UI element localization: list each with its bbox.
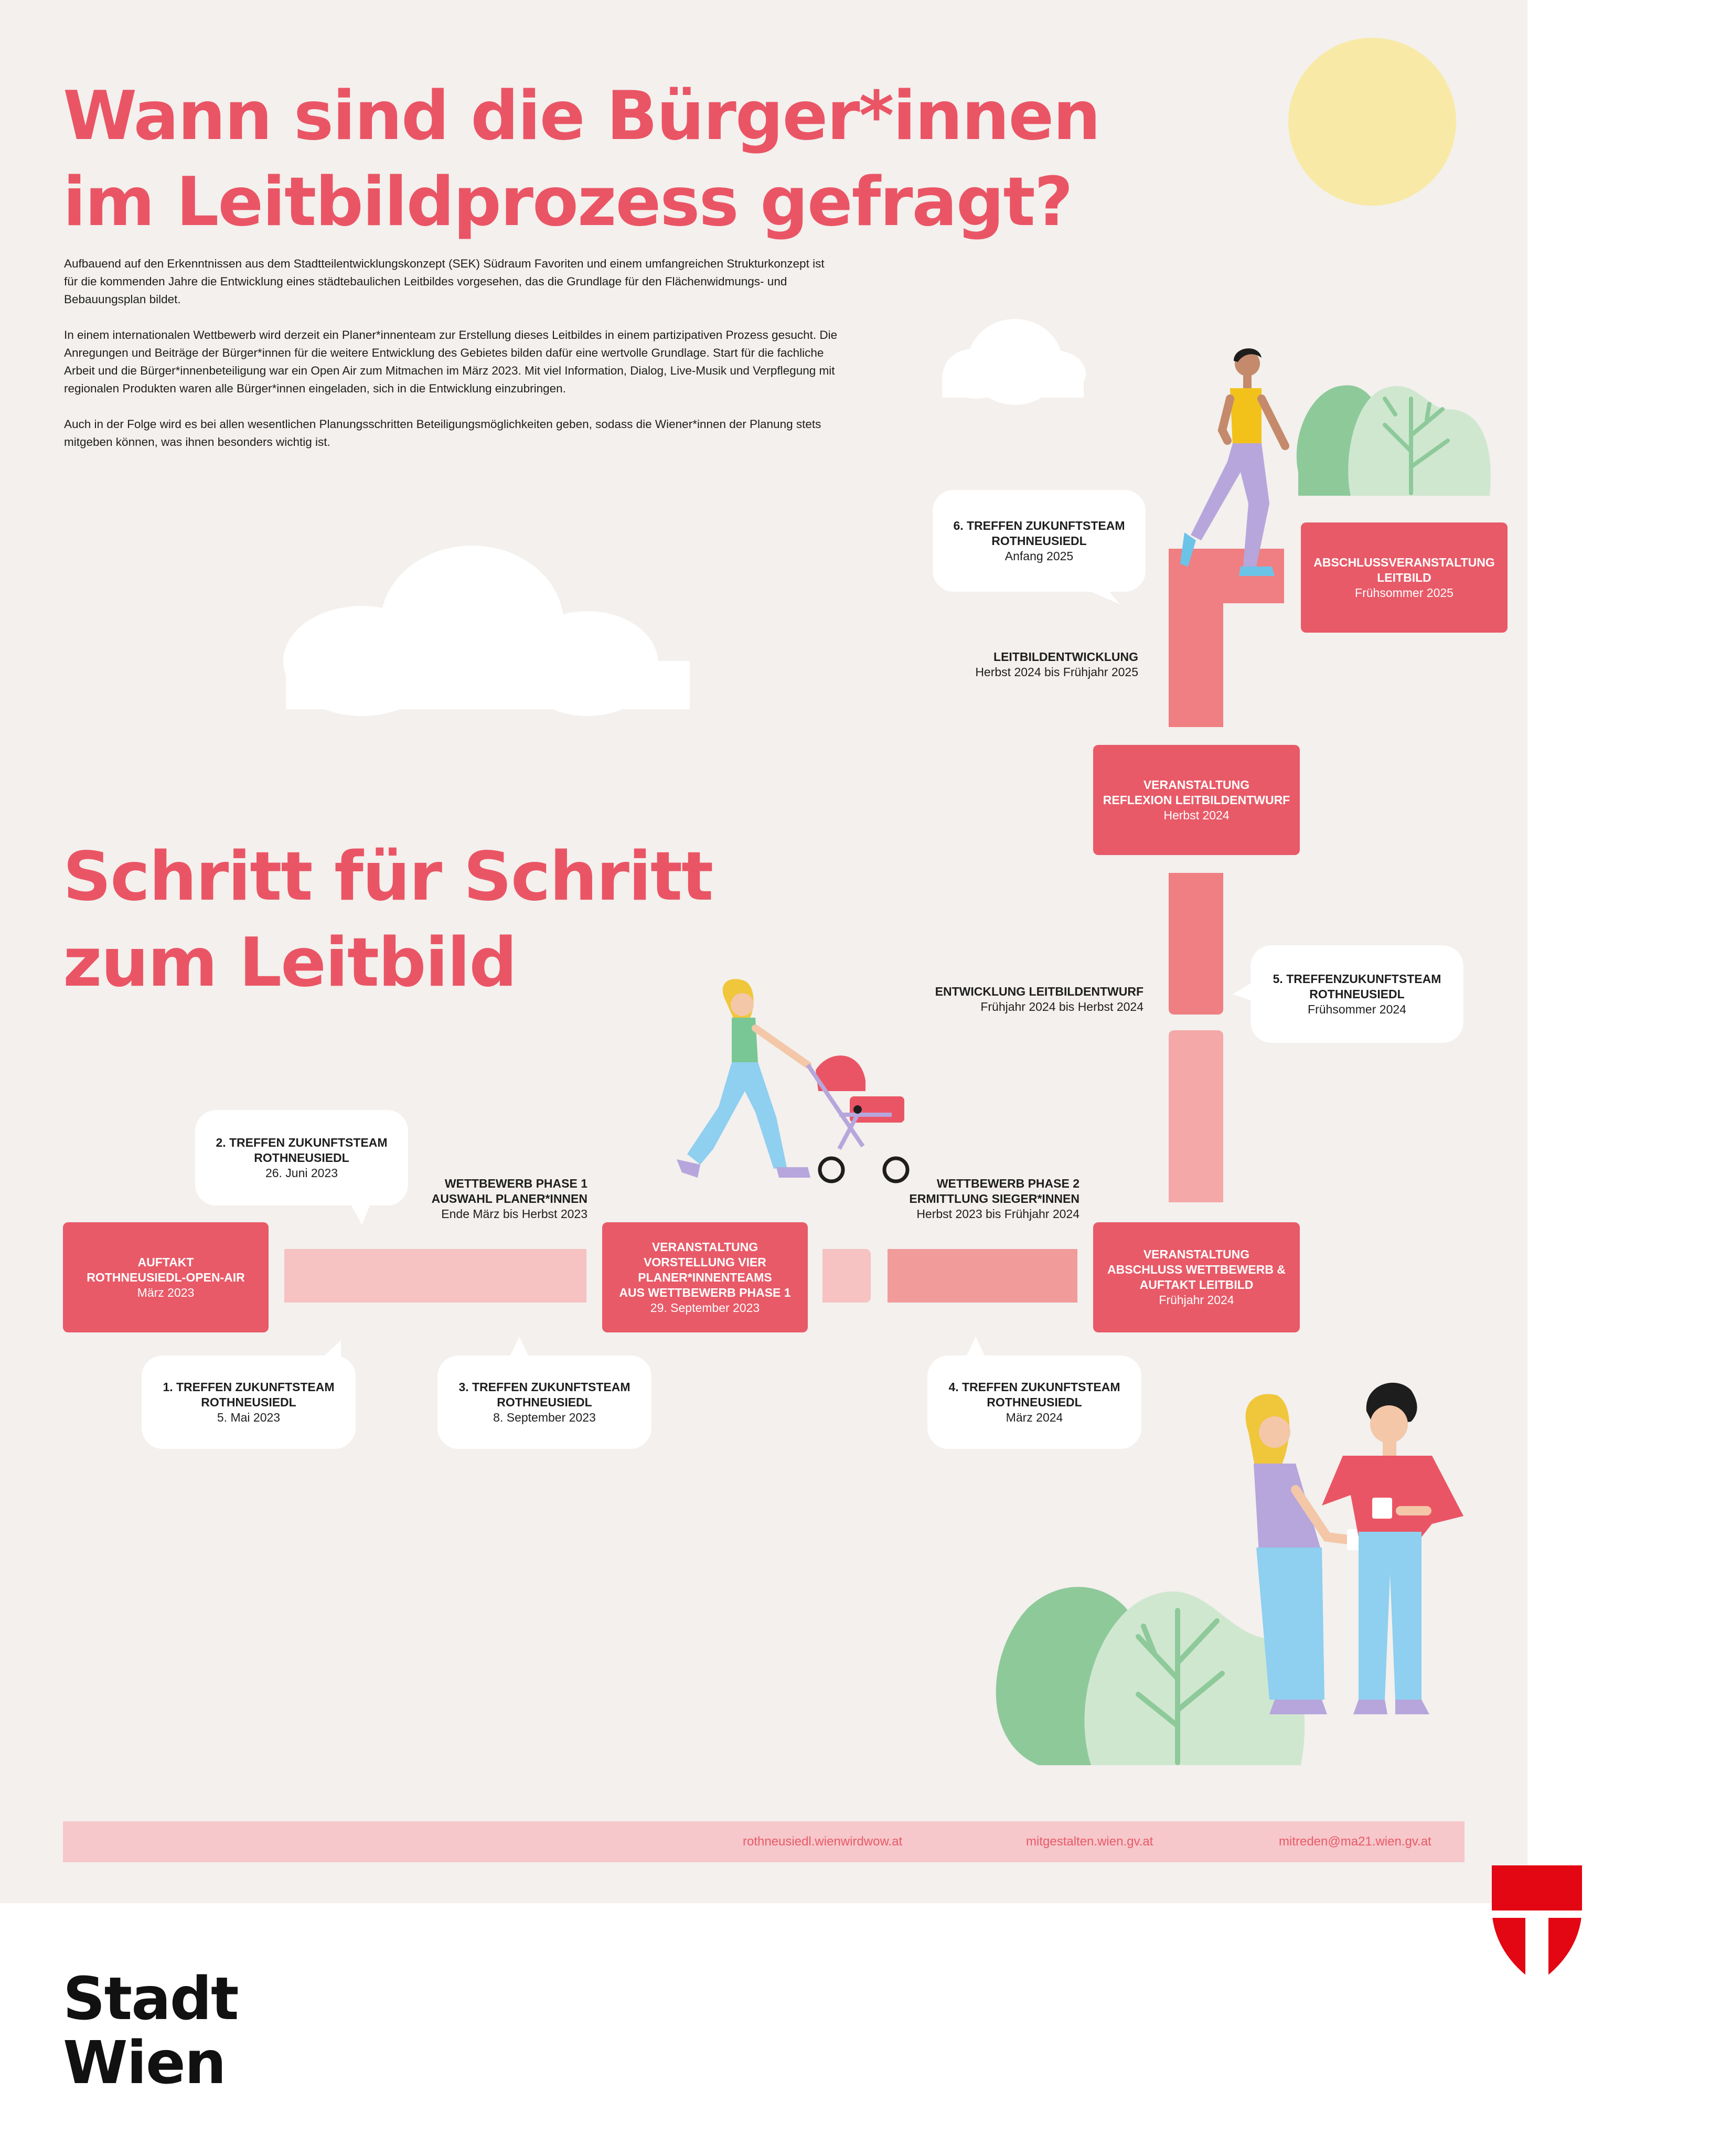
woman-with-stroller-illustration — [677, 979, 907, 1181]
phase-label-entwurf: ENTWICKLUNG LEITBILDENTWURF Frühjahr 2024 bis Herbst 2024 — [935, 985, 1143, 1013]
footer-link-mitgestalten[interactable]: mitgestalten.wien.gv.at — [1026, 1834, 1153, 1849]
bush-illustration-top — [1297, 385, 1491, 496]
vienna-emblem-icon — [1490, 1865, 1584, 1983]
event-reflexion: VERANSTALTUNG REFLEXION LEITBILDENTWURF Herbst 2024 — [1093, 745, 1300, 855]
meeting-1: 1. TREFFEN ZUKUNFTSTEAM ROTHNEUSIEDL 5. Mai 2023 — [142, 1355, 356, 1449]
intro-paragraph: In einem internationalen Wettbewerb wird derzeit ein Planer*innenteam zur Erstellung dieses Leitbildes in einem partizipativen Prozess gesucht. Die Anregungen und Beiträge der Bürger*innen für die weitere Entwicklung des Gebietes bilden dafür eine wertvolle Grundlage. Start für die fachliche Arbeit und die Bürger*innenbeteiligung war ein Open Air zum Mitmachen im März 2023. Mit viel Information, Dialog, Live-Musik und Verpflegung mit regionalen Produkten waren alle Bürger*innen eingeladen, sich in die Entwicklung einzubringen. — [64, 328, 838, 395]
intro-paragraph: Aufbauend auf den Erkenntnissen aus dem Stadtteilentwicklungskonzept (SEK) Südraum Favoriten und einem umfangreichen Strukturkonzept ist für die kommenden Jahre die Entwicklung eines städtebaulichen Leitbildes vorgesehen, das die Grundlage für den Flächenwidmungs- und Bebauungsplan bildet. — [64, 257, 825, 306]
footer-link-wienwirdwow[interactable]: rothneusiedl.wienwirdwow.at — [743, 1834, 903, 1849]
meeting-3: 3. TREFFEN ZUKUNFTSTEAM ROTHNEUSIEDL 8. September 2023 — [437, 1355, 651, 1449]
intro-paragraph: Auch in der Folge wird es bei allen wesentlichen Planungsschritten Beteiligungsmöglichkeiten geben, sodass die Wiener*innen der Planung stets mitgeben können, was ihnen besonders wichtig ist. — [64, 418, 821, 449]
couple-illustration — [1246, 1383, 1463, 1714]
meeting-2: 2. TREFFEN ZUKUNFTSTEAM ROTHNEUSIEDL 26. Juni 2023 — [195, 1110, 408, 1205]
event-abschluss-wettbewerb: VERANSTALTUNG ABSCHLUSS WETTBEWERB & AUFTAKT LEITBILD Frühjahr 2024 — [1093, 1222, 1300, 1332]
meeting-4: 4. TREFFEN ZUKUNFTSTEAM ROTHNEUSIEDL März 2024 — [927, 1355, 1141, 1449]
event-vorstellung: VERANSTALTUNG VORSTELLUNG VIER PLANER*INNENTEAMS AUS WETTBEWERB PHASE 1 29. September 2023 — [602, 1222, 808, 1332]
bush-illustration-bottom — [996, 1587, 1305, 1765]
stadt-wien-logo: Stadt Wien — [63, 1965, 238, 2097]
footer-link-email[interactable]: mitreden@ma21.wien.gv.at — [1279, 1834, 1431, 1849]
meeting-5: 5. TREFFENZUKUNFTSTEAM ROTHNEUSIEDL Frühsommer 2024 — [1251, 945, 1463, 1043]
event-abschluss-leitbild: ABSCHLUSSVERANSTALTUNG LEITBILD Frühsommer 2025 — [1301, 522, 1508, 633]
page-title: Wann sind die Bürger*innen im Leitbildprozess gefragt? — [63, 77, 1100, 241]
phase-label-wettbewerb-1: WETTBEWERB PHASE 1 AUSWAHL PLANER*INNEN Ende März bis Herbst 2023 — [431, 1177, 587, 1221]
event-auftakt: AUFTAKT ROTHNEUSIEDL-OPEN-AIR März 2023 — [63, 1222, 269, 1332]
phase-label-leitbild: LEITBILDENTWICKLUNG Herbst 2024 bis Frühjahr 2025 — [975, 650, 1138, 679]
phase-label-wettbewerb-2: WETTBEWERB PHASE 2 ERMITTLUNG SIEGER*INNEN Herbst 2023 bis Frühjahr 2024 — [909, 1177, 1080, 1221]
section-title: Schritt für Schritt zum Leitbild — [63, 838, 713, 1002]
walking-man-illustration — [1180, 348, 1285, 576]
meeting-6: 6. TREFFEN ZUKUNFTSTEAM ROTHNEUSIEDL Anfang 2025 — [933, 490, 1146, 592]
